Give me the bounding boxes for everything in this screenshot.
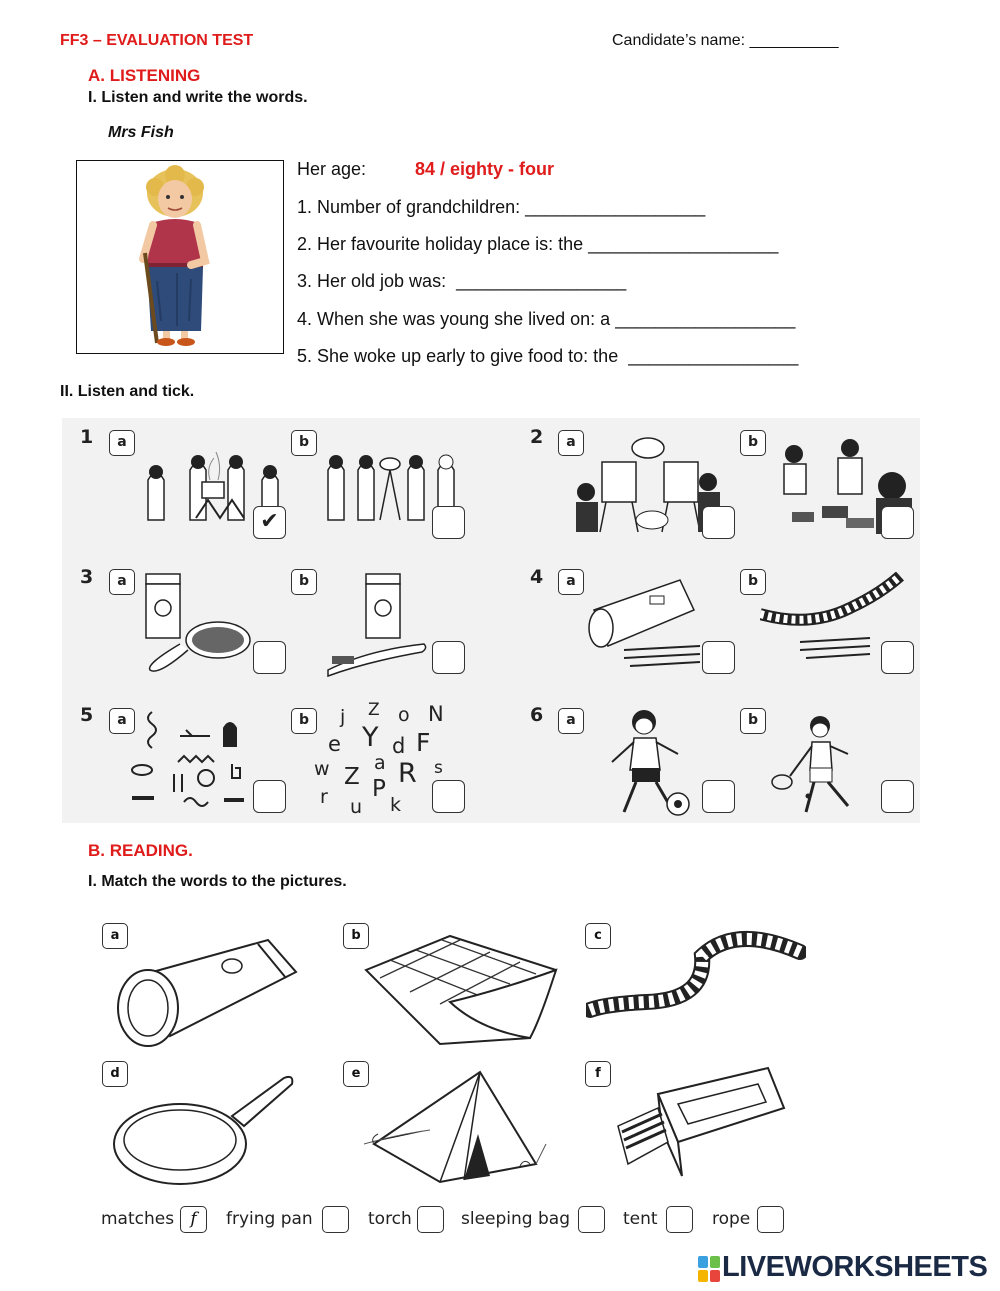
word-tent: tent bbox=[623, 1209, 658, 1229]
matchbox-icon bbox=[608, 1064, 788, 1184]
item-6-tick-b[interactable] bbox=[881, 780, 914, 813]
logo-block bbox=[698, 1270, 708, 1282]
letter: j bbox=[340, 706, 346, 728]
answer-box-torch[interactable] bbox=[417, 1206, 444, 1233]
section-a-heading: A. LISTENING bbox=[88, 66, 201, 85]
letter: Z bbox=[344, 764, 360, 790]
letter: k bbox=[390, 794, 402, 816]
grandmother-picture bbox=[76, 160, 284, 354]
picture-label-a: a bbox=[102, 923, 128, 949]
item-2-tick-a[interactable] bbox=[702, 506, 735, 539]
sleeping-bag-icon bbox=[360, 930, 560, 1050]
answer-box-rope[interactable] bbox=[757, 1206, 784, 1233]
answer-box-frying-pan[interactable] bbox=[322, 1206, 349, 1233]
answer-box-tent[interactable] bbox=[666, 1206, 693, 1233]
word-sleeping-bag: sleeping bag bbox=[461, 1209, 570, 1229]
item-2-label-a: a bbox=[558, 430, 584, 456]
letter: R bbox=[398, 758, 417, 789]
age-label: Her age: bbox=[297, 159, 367, 179]
picture-label-c: c bbox=[585, 923, 611, 949]
item-5-label-b: b bbox=[291, 708, 317, 734]
boy-football-icon bbox=[598, 704, 698, 822]
tent-icon bbox=[360, 1064, 550, 1188]
item-4-label-b: b bbox=[740, 569, 766, 595]
answer-box-matches[interactable]: f bbox=[180, 1206, 207, 1233]
item-5-tick-b[interactable] bbox=[432, 780, 465, 813]
letter: s bbox=[434, 758, 443, 778]
letter: o bbox=[398, 704, 410, 726]
picture-label-b: b bbox=[343, 923, 369, 949]
item-6-tick-a[interactable] bbox=[702, 780, 735, 813]
picture-label-e: e bbox=[343, 1061, 369, 1087]
item-2-label-b: b bbox=[740, 430, 766, 456]
letter: w bbox=[314, 758, 330, 780]
logo-block bbox=[710, 1270, 720, 1282]
item-1-tick-a[interactable]: ✔ bbox=[253, 506, 286, 539]
letter: a bbox=[374, 752, 386, 774]
boy-badminton-icon bbox=[768, 714, 878, 822]
item-4-tick-a[interactable] bbox=[702, 641, 735, 674]
section-b-heading: B. READING. bbox=[88, 841, 193, 860]
item-4-tick-b[interactable] bbox=[881, 641, 914, 674]
liveworksheets-logo-icon bbox=[698, 1256, 720, 1282]
item-2-tick-b[interactable] bbox=[881, 506, 914, 539]
item-number-6: 6 bbox=[530, 704, 544, 726]
word-matches: matches bbox=[101, 1209, 175, 1229]
question-3[interactable]: 3. Her old job was: _________________ bbox=[297, 271, 627, 291]
test-title: FF3 – EVALUATION TEST bbox=[60, 32, 254, 49]
age-answer: 84 / eighty - four bbox=[415, 159, 555, 179]
question-4[interactable]: 4. When she was young she lived on: a __________________ bbox=[297, 309, 796, 329]
letter: Y bbox=[362, 722, 379, 753]
letter: d bbox=[392, 734, 406, 758]
item-1-label-a: a bbox=[109, 430, 135, 456]
picture-label-d: d bbox=[102, 1061, 128, 1087]
item-5-label-a: a bbox=[109, 708, 135, 734]
letter: F bbox=[416, 728, 431, 757]
item-3-label-a: a bbox=[109, 569, 135, 595]
word-frying-pan: frying pan bbox=[226, 1209, 313, 1229]
item-3-label-b: b bbox=[291, 569, 317, 595]
person-name: Mrs Fish bbox=[108, 124, 174, 141]
item-1-tick-b[interactable] bbox=[432, 506, 465, 539]
letter: u bbox=[350, 796, 363, 818]
picture-label-f: f bbox=[585, 1061, 611, 1087]
letter: P bbox=[372, 776, 386, 802]
item-5-tick-a[interactable] bbox=[253, 780, 286, 813]
alphabet-letters-cloud bbox=[314, 700, 444, 820]
question-1[interactable]: 1. Number of grandchildren: __________________ bbox=[297, 197, 706, 217]
item-3-tick-a[interactable] bbox=[253, 641, 286, 674]
candidate-name-field[interactable]: Candidate’s name: __________ bbox=[612, 32, 839, 49]
match-title: I. Match the words to the pictures. bbox=[88, 873, 347, 890]
suncream-hairbrush-icon bbox=[140, 570, 260, 680]
part1-title: I. Listen and write the words. bbox=[88, 89, 308, 106]
item-1-label-b: b bbox=[291, 430, 317, 456]
answer-box-sleeping-bag[interactable] bbox=[578, 1206, 605, 1233]
letter: e bbox=[328, 732, 341, 756]
logo-block bbox=[698, 1256, 708, 1268]
question-5[interactable]: 5. She woke up early to give food to: the _________________ bbox=[297, 346, 799, 366]
item-4-label-a: a bbox=[558, 569, 584, 595]
item-6-label-b: b bbox=[740, 708, 766, 734]
word-torch: torch bbox=[368, 1209, 412, 1229]
logo-block bbox=[710, 1256, 720, 1268]
letter: N bbox=[428, 702, 444, 726]
item-3-tick-b[interactable] bbox=[432, 641, 465, 674]
item-number-4: 4 bbox=[530, 566, 544, 588]
frying-pan-icon bbox=[108, 1064, 298, 1188]
grandmother-illustration bbox=[77, 161, 282, 352]
question-2[interactable]: 2. Her favourite holiday place is: the ___________________ bbox=[297, 234, 779, 254]
torch-icon bbox=[108, 932, 303, 1052]
letter: Z bbox=[368, 700, 380, 720]
torch-matches-icon bbox=[580, 570, 710, 675]
word-rope: rope bbox=[712, 1209, 751, 1229]
item-number-1: 1 bbox=[80, 426, 94, 448]
suncream-toothbrush-icon bbox=[322, 570, 432, 680]
item-6-label-a: a bbox=[558, 708, 584, 734]
liveworksheets-logo[interactable]: LIVEWORKSHEETS bbox=[722, 1251, 988, 1283]
letter: r bbox=[320, 786, 328, 808]
rope-icon bbox=[586, 930, 806, 1040]
item-number-3: 3 bbox=[80, 566, 94, 588]
hieroglyphs-icon bbox=[124, 706, 254, 816]
part2-title: II. Listen and tick. bbox=[60, 383, 195, 400]
item-number-2: 2 bbox=[530, 426, 544, 448]
painting-children-scene bbox=[572, 432, 722, 537]
item-number-5: 5 bbox=[80, 704, 94, 726]
